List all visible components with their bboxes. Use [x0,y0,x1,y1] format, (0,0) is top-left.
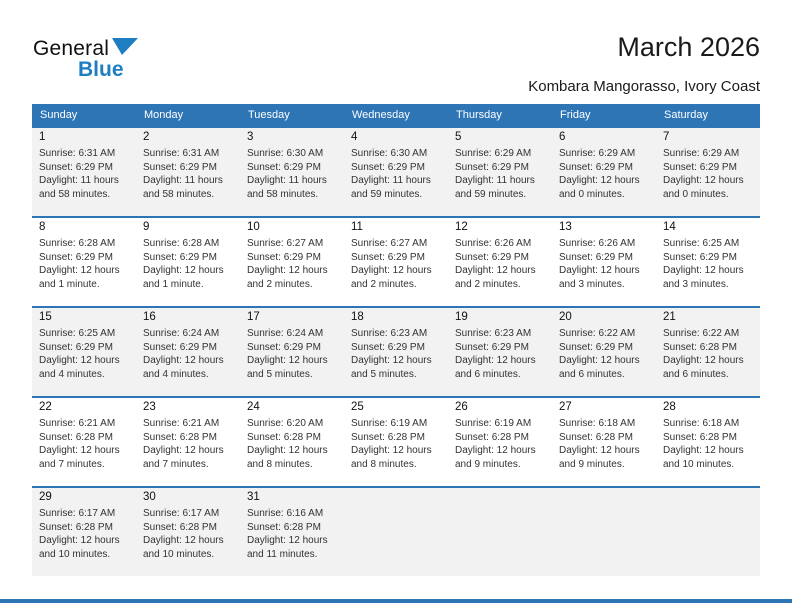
day-number: 13 [559,221,572,233]
weekday-header-friday: Friday [560,109,591,121]
sunset-text: Sunset: 6:28 PM [663,431,737,443]
sunrise-text: Sunrise: 6:16 AM [247,508,324,519]
day-number: 21 [663,311,676,323]
sunrise-text: Sunrise: 6:28 AM [39,238,116,249]
daylight-text-line1: Daylight: 12 hours [247,535,328,546]
weekday-header-saturday: Saturday [664,109,709,121]
daylight-text-line1: Daylight: 11 hours [39,175,119,186]
week-row-4 [32,396,760,486]
sunset-text: Sunset: 6:29 PM [455,161,529,173]
daylight-text-line2: and 7 minutes. [39,458,105,470]
week-row-1 [32,126,760,216]
daylight-text-line1: Daylight: 11 hours [143,175,223,186]
daylight-text-line1: Daylight: 12 hours [663,175,744,186]
daylight-text-line2: and 10 minutes. [143,548,215,560]
sunset-text: Sunset: 6:29 PM [39,161,113,173]
daylight-text-line1: Daylight: 12 hours [39,535,120,546]
empty-day-cell [552,488,656,576]
sunrise-text: Sunrise: 6:20 AM [247,418,324,429]
daylight-text-line1: Daylight: 12 hours [351,445,432,456]
daylight-text-line2: and 0 minutes. [663,188,729,200]
weekday-header-row [32,104,760,126]
daylight-text-line2: and 10 minutes. [663,458,735,470]
day-number: 6 [559,131,566,143]
daylight-text-line1: Daylight: 12 hours [39,265,120,276]
sunset-text: Sunset: 6:29 PM [143,161,217,173]
day-cell-5 [448,128,552,216]
daylight-text-line2: and 58 minutes. [39,188,111,200]
sunrise-text: Sunrise: 6:18 AM [559,418,636,429]
sunrise-text: Sunrise: 6:31 AM [143,148,220,159]
day-number: 1 [39,131,46,143]
day-number: 19 [455,311,468,323]
sunset-text: Sunset: 6:29 PM [247,341,321,353]
daylight-text-line2: and 9 minutes. [559,458,625,470]
day-cell-28 [656,398,760,486]
daylight-text-line2: and 1 minute. [39,278,100,290]
daylight-text-line2: and 11 minutes. [247,548,318,560]
day-number: 10 [247,221,260,233]
daylight-text-line2: and 6 minutes. [663,368,729,380]
sunset-text: Sunset: 6:29 PM [143,251,217,263]
daylight-text-line1: Daylight: 12 hours [455,445,536,456]
day-number: 11 [351,221,363,233]
day-cell-18 [344,308,448,396]
daylight-text-line1: Daylight: 12 hours [39,445,120,456]
day-cell-27 [552,398,656,486]
daylight-text-line1: Daylight: 12 hours [455,355,536,366]
sunrise-text: Sunrise: 6:30 AM [351,148,428,159]
daylight-text-line2: and 59 minutes. [455,188,527,200]
day-cell-15 [32,308,136,396]
day-cell-1 [32,128,136,216]
sunrise-text: Sunrise: 6:30 AM [247,148,324,159]
day-cell-16 [136,308,240,396]
daylight-text-line1: Daylight: 11 hours [351,175,431,186]
location-subtitle: Kombara Mangorasso, Ivory Coast [528,78,760,95]
sunset-text: Sunset: 6:29 PM [455,251,529,263]
daylight-text-line2: and 7 minutes. [143,458,209,470]
daylight-text-line1: Daylight: 11 hours [247,175,327,186]
daylight-text-line1: Daylight: 12 hours [663,265,744,276]
daylight-text-line1: Daylight: 12 hours [663,355,744,366]
day-cell-29 [32,488,136,576]
daylight-text-line1: Daylight: 12 hours [143,265,224,276]
daylight-text-line1: Daylight: 12 hours [559,445,640,456]
daylight-text-line2: and 3 minutes. [663,278,729,290]
daylight-text-line1: Daylight: 12 hours [39,355,120,366]
weekday-header-thursday: Thursday [456,109,502,121]
sunset-text: Sunset: 6:28 PM [559,431,633,443]
sunset-text: Sunset: 6:29 PM [247,251,321,263]
daylight-text-line2: and 8 minutes. [247,458,313,470]
sunrise-text: Sunrise: 6:17 AM [39,508,116,519]
day-number: 28 [663,401,676,413]
day-cell-12 [448,218,552,306]
daylight-text-line2: and 2 minutes. [351,278,417,290]
day-number: 30 [143,491,156,503]
daylight-text-line1: Daylight: 12 hours [559,355,640,366]
day-cell-2 [136,128,240,216]
logo-text-blue: Blue [78,58,124,81]
daylight-text-line2: and 2 minutes. [455,278,521,290]
day-cell-3 [240,128,344,216]
sunset-text: Sunset: 6:29 PM [247,161,321,173]
sunrise-text: Sunrise: 6:29 AM [455,148,532,159]
day-number: 24 [247,401,260,413]
daylight-text-line2: and 5 minutes. [247,368,313,380]
sunset-text: Sunset: 6:29 PM [351,161,425,173]
sunrise-text: Sunrise: 6:21 AM [39,418,116,429]
logo-text-general: General [33,37,110,60]
week-row-5 [32,486,760,576]
sunset-text: Sunset: 6:29 PM [663,251,737,263]
daylight-text-line2: and 9 minutes. [455,458,521,470]
sunrise-text: Sunrise: 6:18 AM [663,418,740,429]
daylight-text-line1: Daylight: 12 hours [143,355,224,366]
day-number: 8 [39,221,46,233]
sunrise-text: Sunrise: 6:22 AM [559,328,636,339]
sunrise-text: Sunrise: 6:26 AM [455,238,532,249]
sunset-text: Sunset: 6:28 PM [455,431,529,443]
daylight-text-line1: Daylight: 12 hours [559,265,640,276]
sunrise-text: Sunrise: 6:24 AM [247,328,324,339]
daylight-text-line2: and 6 minutes. [455,368,521,380]
daylight-text-line1: Daylight: 12 hours [663,445,744,456]
page-title: March 2026 [617,32,760,62]
daylight-text-line2: and 2 minutes. [247,278,313,290]
day-number: 29 [39,491,52,503]
daylight-text-line2: and 1 minute. [143,278,204,290]
weekday-header-sunday: Sunday [40,109,78,121]
daylight-text-line1: Daylight: 12 hours [559,175,640,186]
day-number: 20 [559,311,572,323]
day-number: 25 [351,401,364,413]
daylight-text-line2: and 58 minutes. [247,188,319,200]
sunrise-text: Sunrise: 6:24 AM [143,328,220,339]
daylight-text-line1: Daylight: 12 hours [351,355,432,366]
daylight-text-line1: Daylight: 12 hours [247,355,328,366]
day-cell-13 [552,218,656,306]
sunset-text: Sunset: 6:29 PM [559,161,633,173]
sunrise-text: Sunrise: 6:31 AM [39,148,116,159]
sunrise-text: Sunrise: 6:27 AM [351,238,428,249]
general-blue-logo [33,38,138,80]
sunset-text: Sunset: 6:29 PM [39,251,113,263]
day-cell-14 [656,218,760,306]
day-cell-10 [240,218,344,306]
sunset-text: Sunset: 6:29 PM [455,341,529,353]
daylight-text-line2: and 4 minutes. [143,368,209,380]
day-cell-23 [136,398,240,486]
sunrise-text: Sunrise: 6:29 AM [663,148,740,159]
daylight-text-line1: Daylight: 12 hours [247,445,328,456]
day-cell-8 [32,218,136,306]
day-cell-25 [344,398,448,486]
daylight-text-line2: and 8 minutes. [351,458,417,470]
sunset-text: Sunset: 6:28 PM [247,521,321,533]
sunset-text: Sunset: 6:29 PM [39,341,113,353]
daylight-text-line2: and 6 minutes. [559,368,625,380]
sunset-text: Sunset: 6:28 PM [351,431,425,443]
weekday-header-wednesday: Wednesday [352,109,410,121]
sunrise-text: Sunrise: 6:19 AM [455,418,532,429]
sunrise-text: Sunrise: 6:27 AM [247,238,324,249]
day-cell-24 [240,398,344,486]
sunset-text: Sunset: 6:28 PM [143,431,217,443]
sunrise-text: Sunrise: 6:25 AM [663,238,740,249]
day-number: 22 [39,401,52,413]
footer-divider [0,599,792,603]
sunset-text: Sunset: 6:29 PM [663,161,737,173]
daylight-text-line2: and 58 minutes. [143,188,215,200]
day-number: 9 [143,221,150,233]
day-number: 23 [143,401,156,413]
sunset-text: Sunset: 6:28 PM [39,431,113,443]
daylight-text-line1: Daylight: 12 hours [351,265,432,276]
day-cell-6 [552,128,656,216]
sunset-text: Sunset: 6:28 PM [39,521,113,533]
day-cell-7 [656,128,760,216]
weekday-header-tuesday: Tuesday [248,109,290,121]
day-number: 7 [663,131,670,143]
logo-triangle-icon [112,38,138,59]
day-cell-9 [136,218,240,306]
day-number: 15 [39,311,52,323]
daylight-text-line1: Daylight: 12 hours [143,535,224,546]
day-cell-31 [240,488,344,576]
empty-day-cell [656,488,760,576]
daylight-text-line2: and 4 minutes. [39,368,105,380]
day-number: 17 [247,311,260,323]
day-cell-4 [344,128,448,216]
sunset-text: Sunset: 6:29 PM [559,341,633,353]
day-number: 12 [455,221,468,233]
day-cell-19 [448,308,552,396]
day-number: 4 [351,131,358,143]
weekday-header-monday: Monday [144,109,184,121]
calendar-grid [32,104,760,576]
sunrise-text: Sunrise: 6:26 AM [559,238,636,249]
sunrise-text: Sunrise: 6:21 AM [143,418,220,429]
week-row-2 [32,216,760,306]
day-cell-26 [448,398,552,486]
day-number: 31 [247,491,260,503]
day-number: 14 [663,221,676,233]
day-cell-11 [344,218,448,306]
daylight-text-line2: and 5 minutes. [351,368,417,380]
empty-day-cell [344,488,448,576]
day-number: 16 [143,311,156,323]
sunrise-text: Sunrise: 6:23 AM [351,328,428,339]
day-number: 26 [455,401,468,413]
daylight-text-line2: and 0 minutes. [559,188,625,200]
sunset-text: Sunset: 6:29 PM [559,251,633,263]
sunset-text: Sunset: 6:29 PM [351,341,425,353]
daylight-text-line2: and 3 minutes. [559,278,625,290]
day-number: 2 [143,131,150,143]
day-number: 5 [455,131,462,143]
sunrise-text: Sunrise: 6:25 AM [39,328,116,339]
day-number: 3 [247,131,254,143]
sunset-text: Sunset: 6:28 PM [143,521,217,533]
sunrise-text: Sunrise: 6:28 AM [143,238,220,249]
day-cell-21 [656,308,760,396]
day-cell-22 [32,398,136,486]
sunset-text: Sunset: 6:29 PM [143,341,217,353]
daylight-text-line1: Daylight: 12 hours [247,265,328,276]
sunrise-text: Sunrise: 6:19 AM [351,418,428,429]
sunrise-text: Sunrise: 6:17 AM [143,508,220,519]
sunset-text: Sunset: 6:28 PM [247,431,321,443]
daylight-text-line1: Daylight: 12 hours [455,265,536,276]
day-cell-30 [136,488,240,576]
week-row-3 [32,306,760,396]
day-cell-20 [552,308,656,396]
sunrise-text: Sunrise: 6:22 AM [663,328,740,339]
day-number: 27 [559,401,572,413]
sunrise-text: Sunrise: 6:23 AM [455,328,532,339]
sunset-text: Sunset: 6:28 PM [663,341,737,353]
day-cell-17 [240,308,344,396]
daylight-text-line1: Daylight: 12 hours [143,445,224,456]
empty-day-cell [448,488,552,576]
sunset-text: Sunset: 6:29 PM [351,251,425,263]
calendar-weeks [32,126,760,576]
daylight-text-line2: and 59 minutes. [351,188,423,200]
daylight-text-line1: Daylight: 11 hours [455,175,535,186]
sunrise-text: Sunrise: 6:29 AM [559,148,636,159]
daylight-text-line2: and 10 minutes. [39,548,111,560]
day-number: 18 [351,311,364,323]
